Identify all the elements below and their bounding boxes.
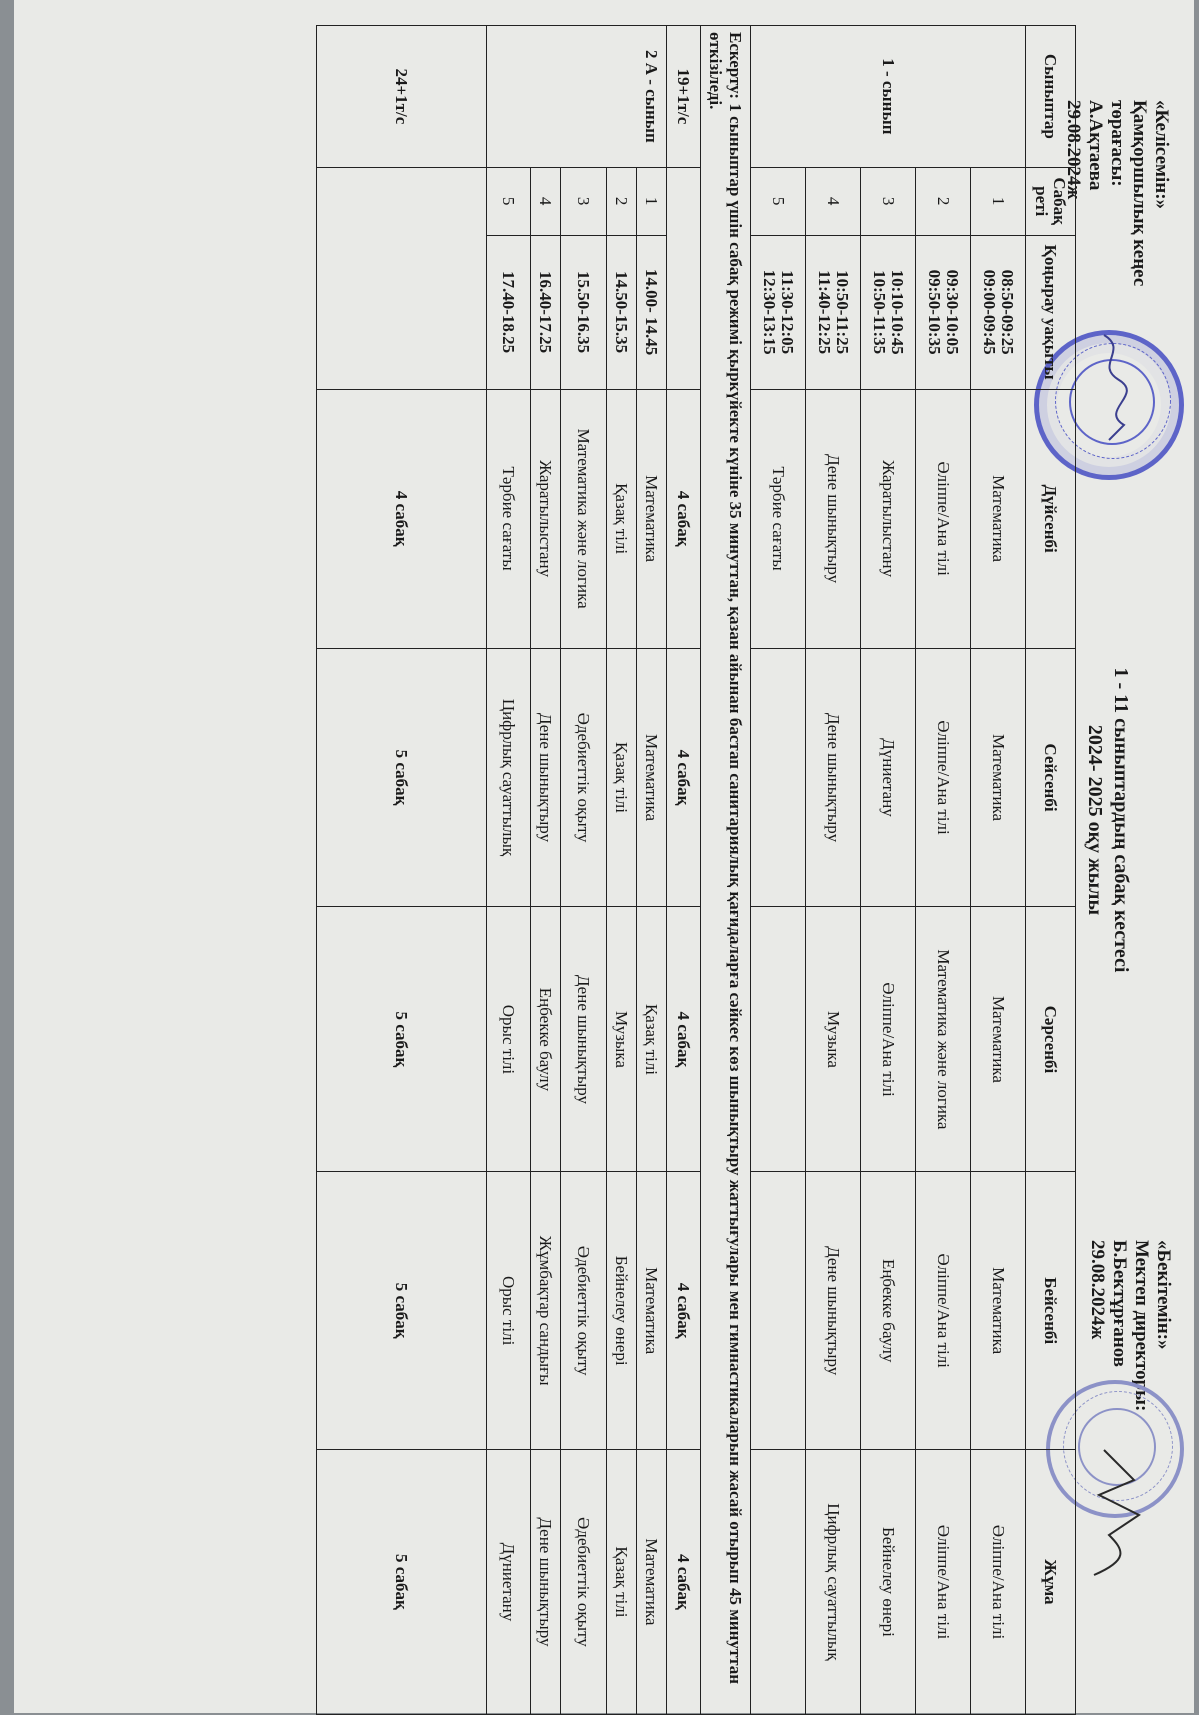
table-row bbox=[487, 26, 531, 1715]
total-label: 19+1т/с bbox=[667, 26, 701, 168]
table-row bbox=[751, 26, 806, 1715]
table-row bbox=[637, 26, 667, 1715]
column-header: Сейсенбі bbox=[1026, 648, 1076, 907]
subject-cell: Математика және логика bbox=[561, 389, 607, 648]
bell-time-oct: 09:50-10:35 bbox=[925, 269, 944, 355]
lesson-number: 3 bbox=[561, 167, 607, 235]
subject-cell: Орыс тілі bbox=[487, 1172, 531, 1449]
lesson-number: 2 bbox=[916, 167, 971, 235]
bell-time-oct: 09:00-09:45 bbox=[980, 269, 999, 355]
subject-cell bbox=[751, 907, 806, 1172]
bell-time bbox=[751, 235, 806, 389]
subject-cell: Дүниетану bbox=[861, 648, 916, 907]
total-label: 24+1т/с bbox=[317, 26, 487, 168]
bell-time bbox=[971, 235, 1026, 389]
subject-cell: Цифрлық сауаттылық bbox=[806, 1449, 861, 1714]
column-header: Дүйсенбі bbox=[1026, 389, 1076, 648]
column-header: Сәрсенбі bbox=[1026, 907, 1076, 1172]
table-row bbox=[607, 26, 637, 1715]
lesson-number: 5 bbox=[487, 167, 531, 235]
subject-cell: Әліппе/Ана тілі bbox=[971, 1449, 1026, 1714]
table-row bbox=[916, 26, 971, 1715]
totals-row bbox=[317, 26, 487, 1715]
subject-cell: Еңбекке баулу bbox=[531, 907, 561, 1172]
class-name: 1 - сынып bbox=[751, 26, 1026, 168]
bell-time-sep: 10:10-10:45 bbox=[888, 269, 907, 355]
bell-time: 15.50-16.35 bbox=[561, 235, 607, 389]
subject-cell: Әдебиеттік оқыту bbox=[561, 648, 607, 907]
subject-cell: Еңбекке баулу bbox=[861, 1172, 916, 1449]
subject-cell: Әдебиеттік оқыту bbox=[561, 1449, 607, 1714]
subject-cell: Әдебиеттік оқыту bbox=[561, 1172, 607, 1449]
approval-left-line: «Келісемін:» bbox=[1151, 100, 1172, 210]
approval-right-line: Мектеп директоры: bbox=[1131, 1240, 1152, 1412]
bell-time-sep: 09:30-10:05 bbox=[943, 269, 962, 355]
subject-cell: Математика bbox=[971, 389, 1026, 648]
subject-cell: Қазақ тілі bbox=[607, 1449, 637, 1714]
subject-cell: Дене шынықтыру bbox=[561, 907, 607, 1172]
page-title: 1 - 11 сыныптардың сабақ кестесі bbox=[1110, 667, 1132, 973]
lesson-number: 4 bbox=[531, 167, 561, 235]
table-row bbox=[561, 26, 607, 1715]
subject-cell: Тәрбие сағаты bbox=[751, 389, 806, 648]
subject-cell: Дене шынықтыру bbox=[531, 648, 561, 907]
total-cell: 5 сабақ bbox=[317, 648, 487, 907]
empty-cell bbox=[667, 167, 701, 389]
bell-time-sep: 10:50-11:25 bbox=[833, 270, 852, 355]
subject-cell: Математика bbox=[637, 1172, 667, 1449]
subject-cell: Әліппе/Ана тілі bbox=[916, 648, 971, 907]
lesson-number: 4 bbox=[806, 167, 861, 235]
subject-cell: Музыка bbox=[806, 907, 861, 1172]
rotated-content bbox=[14, 0, 1194, 1713]
column-header: Қоңырау уақыты bbox=[1026, 235, 1076, 389]
bell-time: 14.50-15.35 bbox=[607, 235, 637, 389]
bell-time: 14.00- 14.45 bbox=[637, 235, 667, 389]
total-cell: 5 сабақ bbox=[317, 1172, 487, 1449]
lesson-number: 3 bbox=[861, 167, 916, 235]
note-row bbox=[701, 26, 751, 1715]
subject-cell: Әліппе/Ана тілі bbox=[916, 389, 971, 648]
lesson-number: 1 bbox=[637, 167, 667, 235]
column-header: Сыныптар bbox=[1026, 26, 1076, 168]
approval-left-line: Қамқоршылық кеңес bbox=[1129, 100, 1150, 287]
subject-cell: Әліппе/Ана тілі bbox=[861, 907, 916, 1172]
subject-cell: Әліппе/Ана тілі bbox=[916, 1449, 971, 1714]
totals-row bbox=[667, 26, 701, 1715]
bell-time bbox=[861, 235, 916, 389]
approval-right-line: «Бекітемін:» bbox=[1153, 1240, 1174, 1350]
subject-cell: Математика bbox=[637, 1449, 667, 1714]
lesson-number: 2 bbox=[607, 167, 637, 235]
subject-cell: Қазақ тілі bbox=[637, 907, 667, 1172]
document-page bbox=[14, 0, 1194, 1713]
signature-right bbox=[1084, 1440, 1154, 1580]
subject-cell: Бейнелеу өнері bbox=[607, 1172, 637, 1449]
total-cell: 4 сабақ bbox=[667, 648, 701, 907]
approval-left-line: А.Ақтаева bbox=[1085, 100, 1106, 191]
subject-cell: Математика bbox=[637, 389, 667, 648]
subject-cell: Орыс тілі bbox=[487, 907, 531, 1172]
column-header: Сабақ реті bbox=[1026, 167, 1076, 235]
subject-cell: Жаратылыстану bbox=[531, 389, 561, 648]
subject-cell: Дүниетану bbox=[487, 1449, 531, 1714]
subject-cell: Дене шынықтыру bbox=[806, 389, 861, 648]
subject-cell: Бейнелеу өнері bbox=[861, 1449, 916, 1714]
subject-cell bbox=[751, 1172, 806, 1449]
total-cell: 4 сабақ bbox=[667, 1449, 701, 1714]
approval-left bbox=[1062, 100, 1172, 286]
class-name: 2 А - сынып bbox=[487, 26, 667, 168]
total-cell: 4 сабақ bbox=[667, 907, 701, 1172]
approval-left-line: төрағасы: bbox=[1107, 100, 1128, 187]
table-row bbox=[806, 26, 861, 1715]
total-cell: 5 сабақ bbox=[317, 907, 487, 1172]
subject-cell: Жұмбақтар сандығы bbox=[531, 1172, 561, 1449]
subject-cell: Дене шынықтыру bbox=[806, 1172, 861, 1449]
bell-time-sep: 11:30-12:05 bbox=[778, 270, 797, 355]
total-cell: 4 сабақ bbox=[667, 389, 701, 648]
subject-cell: Цифрлық сауаттылық bbox=[487, 648, 531, 907]
table-row bbox=[531, 26, 561, 1715]
subject-cell: Дене шынықтыру bbox=[531, 1449, 561, 1714]
subject-cell: Әліппе/Ана тілі bbox=[916, 1172, 971, 1449]
bell-time bbox=[916, 235, 971, 389]
total-cell: 5 сабақ bbox=[317, 1449, 487, 1714]
bell-time-oct: 11:40-12:25 bbox=[815, 270, 834, 355]
subject-cell: Математика bbox=[971, 907, 1026, 1172]
subject-cell: Математика bbox=[971, 648, 1026, 907]
subject-cell: Математика bbox=[637, 648, 667, 907]
subject-cell: Тәрбие сағаты bbox=[487, 389, 531, 648]
subject-cell: Математика және логика bbox=[916, 907, 971, 1172]
approval-left-line: 29.08.2024ж bbox=[1063, 100, 1084, 200]
empty-cell bbox=[317, 167, 487, 389]
signature-left bbox=[1089, 330, 1139, 450]
column-header: Бейсенбі bbox=[1026, 1172, 1076, 1449]
subject-cell bbox=[751, 648, 806, 907]
lesson-number: 1 bbox=[971, 167, 1026, 235]
schedule-note: Ескерту: 1 сыныптар үшін сабақ режимі қыркүйекте күніне 35 минуттан, қазан айынан бастап санитариялық қағидаларға сәйкес көз шынықтыру жаттығулары мен гимнастикаларын жасай отырып 45 минуттан өткізіледі. bbox=[701, 26, 751, 1715]
approval-right-line: Б.Бектұрғанов bbox=[1109, 1240, 1130, 1368]
bell-time: 17.40-18.25 bbox=[487, 235, 531, 389]
subject-cell: Музыка bbox=[607, 907, 637, 1172]
document-title-block bbox=[1082, 560, 1134, 1080]
approval-right-line: 29.08.2024ж bbox=[1087, 1240, 1108, 1340]
subject-cell: Дене шынықтыру bbox=[806, 648, 861, 907]
total-cell: 4 сабақ bbox=[317, 389, 487, 648]
bell-time-oct: 10:50-11:35 bbox=[870, 270, 889, 355]
schedule-table bbox=[316, 25, 1076, 1715]
total-cell: 4 сабақ bbox=[667, 1172, 701, 1449]
column-header: Жұма bbox=[1026, 1449, 1076, 1714]
header-row bbox=[1026, 26, 1076, 1715]
table-row bbox=[861, 26, 916, 1715]
subject-cell bbox=[751, 1449, 806, 1714]
table-row bbox=[971, 26, 1026, 1715]
lesson-number: 5 bbox=[751, 167, 806, 235]
bell-time bbox=[806, 235, 861, 389]
subject-cell: Жаратылыстану bbox=[861, 389, 916, 648]
bell-time: 16.40-17.25 bbox=[531, 235, 561, 389]
bell-time-oct: 12:30-13:15 bbox=[760, 269, 779, 355]
bell-time-sep: 08:50-09:25 bbox=[998, 269, 1017, 355]
subject-cell: Қазақ тілі bbox=[607, 648, 637, 907]
subject-cell: Математика bbox=[971, 1172, 1026, 1449]
page-subtitle: 2024- 2025 оқу жылы bbox=[1084, 724, 1106, 916]
subject-cell: Қазақ тілі bbox=[607, 389, 637, 648]
